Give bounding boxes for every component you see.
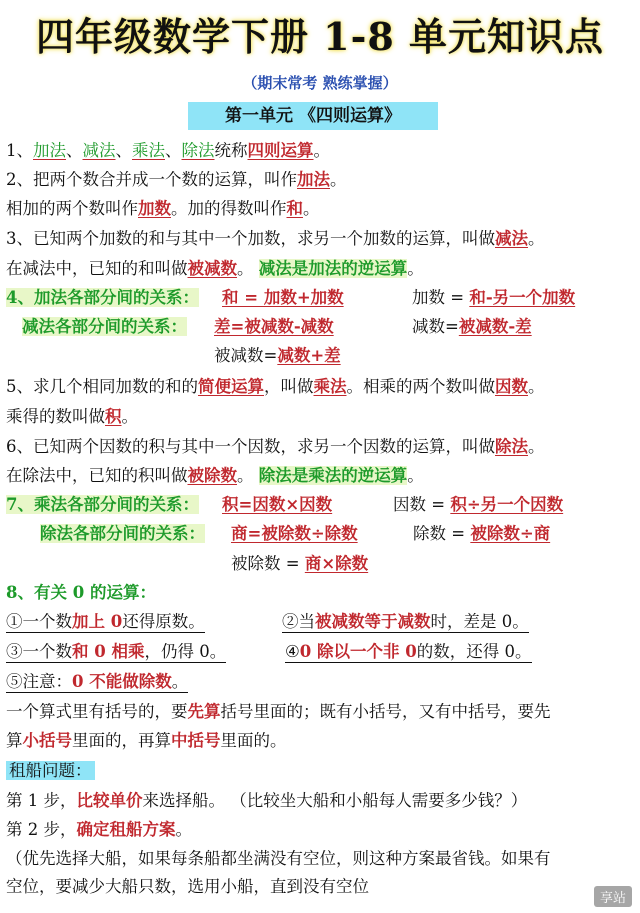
bracket-rule-cont: 算小括号里面的，再算中括号里面的。: [6, 731, 287, 750]
point-5: 5、求几个相同加数的和的简便运算，叫做乘法。相乘的两个数叫做因数。: [6, 377, 545, 396]
add-relation-2: 加数 = 和-另一个加数: [412, 288, 576, 307]
boat-step-2: 第 2 步，确定租船方案。: [6, 820, 192, 839]
point-4: 4、加法各部分间的关系：: [6, 288, 199, 307]
point-1: 1、加法、减法、乘法、除法统称四则运算。: [6, 141, 330, 160]
zero-rule-2: ②当被减数等于减数时，差是 0。: [282, 612, 529, 631]
point-7: 7、乘法各部分间的关系：: [6, 495, 199, 514]
sub-relation-1: 差=被减数-减数: [214, 317, 334, 336]
mul-relation-1: 积=因数×因数: [222, 495, 333, 514]
add-relation-1: 和 = 加数+加数: [222, 288, 344, 307]
zero-rule-3: ③一个数和 0 相乘，仍得 0。: [6, 642, 227, 661]
point-2: 2、把两个数合并成一个数的运算，叫作加法。: [6, 170, 347, 189]
zero-rule-1: ①一个数加上 0还得原数。: [6, 612, 205, 631]
div-relation-label: 除法各部分间的关系：: [40, 524, 205, 543]
page-title: 四年级数学下册 1-8 单元知识点: [35, 14, 605, 59]
point-6: 6、已知两个因数的积与其中一个因数，求另一个因数的运算，叫做除法。: [6, 437, 545, 456]
div-relation-2: 除数 = 被除数÷商: [413, 524, 551, 543]
subtitle: （期末常考 熟练掌握）: [242, 74, 398, 92]
point-3-cont: 在减法中，已知的和叫做被减数。 减法是加法的逆运算。: [6, 259, 424, 278]
watermark: 享站: [594, 886, 632, 907]
div-relation-3: 被除数 = 商×除数: [231, 554, 369, 573]
zero-rule-4: ④0 除以一个非 0的数，还得 0。: [285, 642, 532, 661]
boat-step-1: 第 1 步，比较单价来选择船。 （比较坐大船和小船每人需要多少钱？）: [6, 791, 528, 810]
point-2-cont: 相加的两个数叫作加数。加的得数叫作和。: [6, 199, 320, 218]
point-3: 3、已知两个加数的和与其中一个加数，求另一个加数的运算，叫做减法。: [6, 229, 545, 248]
div-relation-1: 商=被除数÷除数: [231, 524, 358, 543]
point-5-cont: 乘得的数叫做积。: [6, 407, 138, 426]
unit-heading: 第一单元 《四则运算》: [188, 102, 438, 130]
boat-note-cont: 空位，要减少大船只数，选用小船，直到没有空位: [6, 877, 369, 896]
boat-problem-heading: 租船问题：: [6, 758, 95, 784]
point-6-cont: 在除法中，已知的积叫做被除数。 除法是乘法的逆运算。: [6, 466, 424, 485]
sub-relation-label: 减法各部分间的关系：: [22, 317, 187, 336]
point-8: 8、有关 0 的运算：: [6, 583, 156, 602]
zero-rule-5: ⑤注意：0 不能做除数。: [6, 672, 189, 691]
boat-note: （优先选择大船，如果每条船都坐满没有空位，则这种方案最省钱。如果有: [6, 849, 551, 868]
bracket-rule: 一个算式里有括号的，要先算括号里面的；既有小括号，又有中括号，要先: [6, 702, 551, 721]
sub-relation-2: 减数=被减数-差: [412, 317, 532, 336]
sub-relation-3: 被减数=减数+差: [214, 346, 341, 365]
mul-relation-2: 因数 = 积÷另一个因数: [393, 495, 564, 514]
